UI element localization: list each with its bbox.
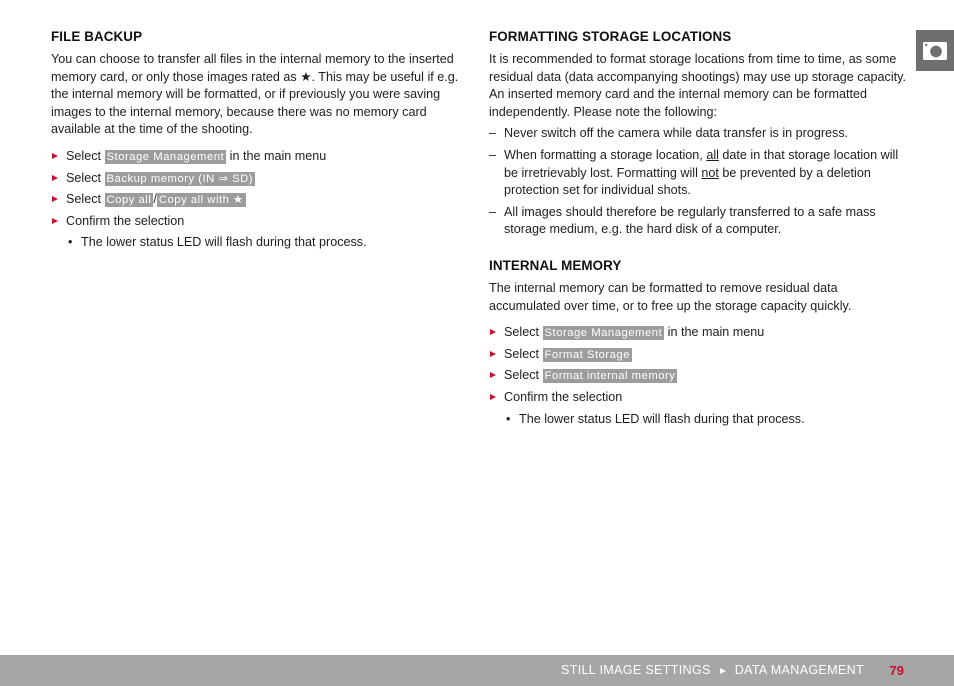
star-icon: ★: [300, 69, 312, 84]
breadcrumb: [561, 662, 864, 679]
dash-item: – All images should therefore be regularly transferred to a safe mass storage medium, e.g. the hard disk of a computer.: [489, 204, 907, 239]
dash-item: – Never switch off the camera while data transfer is in progress.: [489, 125, 907, 143]
breadcrumb-data-management: DATA MANAGEMENT: [734, 663, 864, 677]
camera-icon: [923, 42, 947, 60]
breadcrumb-still-image-settings: STILL IMAGE SETTINGS: [561, 663, 711, 677]
menu-item-storage-management: Storage Management: [106, 150, 225, 163]
bullet-note: • The lower status LED will flash during that process.: [489, 411, 907, 429]
internal-memory-steps: [489, 324, 907, 406]
step-item: Select Storage Management in the main menu: [489, 324, 907, 342]
right-column: [489, 28, 907, 432]
menu-item-backup-memory: Backup memory (IN ⇒ SD): [106, 172, 254, 185]
formatting-intro: It is recommended to format storage locations from time to time, as some residual data (data accompanying shootings) may use up storage capacity. An inserted memory card and the internal memory can be formatted independently. Please note the following:: [489, 52, 906, 119]
step-item: Confirm the selection: [489, 389, 907, 407]
section-title-internal-memory: INTERNAL MEMORY: [489, 257, 622, 273]
left-column: [51, 28, 465, 256]
step-item: Select Copy all / Copy all with ★: [51, 191, 465, 209]
file-backup-intro: You can choose to transfer all files in the internal memory to the inserted memory card, or only those images rated as ★. This may be useful if e.g. the internal memory will be formatted, or if previously you were saving images to the internal memory, because there was no memory card available at the time of the shooting.: [51, 52, 459, 137]
step-item: Select Storage Management in the main menu: [51, 148, 465, 166]
menu-item-storage-management: Storage Management: [544, 327, 663, 340]
chevron-right-icon: [720, 668, 726, 674]
step-item: Select Format Storage: [489, 346, 907, 364]
page-number: 79: [889, 663, 904, 678]
section-title-file-backup: FILE BACKUP: [51, 29, 143, 44]
menu-item-format-internal-memory: Format internal memory: [544, 370, 676, 383]
page-footer: [0, 655, 954, 686]
step-item: Confirm the selection: [51, 213, 465, 231]
menu-item-copy-all-rated: Copy all with ★: [158, 194, 244, 207]
step-item: Select Format internal memory: [489, 367, 907, 385]
section-title-formatting: FORMATTING STORAGE LOCATIONS: [489, 29, 732, 44]
bullet-note: • The lower status LED will flash during that process.: [51, 234, 465, 252]
file-backup-steps: [51, 148, 465, 230]
step-item: Select Backup memory (IN ⇒ SD): [51, 170, 465, 188]
internal-memory-intro: The internal memory can be formatted to remove residual data accumulated over time, or to free up the storage capacity quickly.: [489, 280, 852, 313]
menu-item-copy-all: Copy all: [106, 194, 152, 207]
chapter-tab: [916, 30, 954, 71]
menu-item-format-storage: Format Storage: [544, 348, 630, 361]
dash-item: – When formatting a storage location, all date in that storage location will be irretrievably lost. Formatting will not be prevented by a deletion protection set for individual shots.: [489, 147, 907, 200]
